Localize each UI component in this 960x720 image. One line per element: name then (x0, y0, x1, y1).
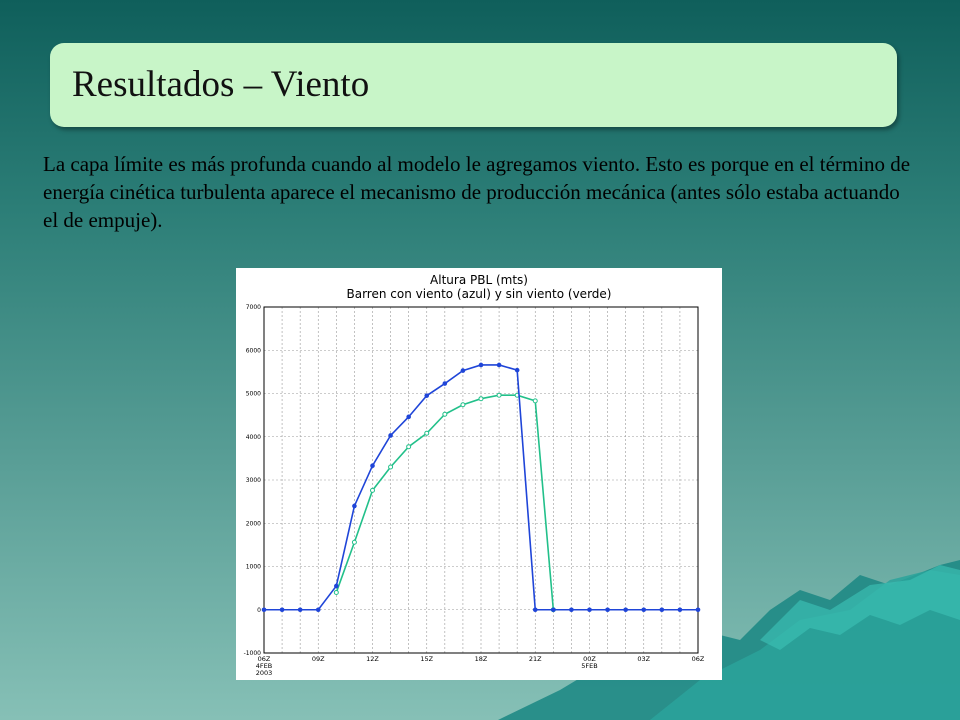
data-point-con-viento (660, 607, 665, 612)
y-tick-label: 3000 (245, 477, 261, 484)
x-tick-label: 21Z (528, 655, 542, 663)
data-point-sin-viento (443, 412, 447, 416)
y-tick-label: 7000 (245, 304, 261, 311)
y-tick-label: -1000 (243, 650, 261, 657)
chart-subtitle: Barren con viento (azul) y sin viento (verde) (346, 287, 612, 301)
data-point-sin-viento (371, 488, 375, 492)
data-point-con-viento (678, 607, 683, 612)
pbl-height-chart (236, 268, 722, 680)
data-point-con-viento (551, 607, 556, 612)
data-point-con-viento (497, 363, 502, 368)
y-tick-label: 6000 (245, 347, 261, 355)
data-point-sin-viento (479, 397, 483, 401)
data-point-con-viento (515, 368, 520, 373)
chart-title: Altura PBL (mts) (430, 273, 528, 287)
data-point-con-viento (370, 463, 375, 468)
data-point-con-viento (461, 368, 466, 373)
data-point-con-viento (443, 381, 448, 386)
data-point-con-viento (605, 607, 610, 612)
data-point-con-viento (352, 504, 357, 509)
data-point-con-viento (262, 607, 267, 612)
data-point-con-viento (280, 607, 285, 612)
data-point-sin-viento (407, 445, 411, 449)
x-tick-label: 12Z (366, 655, 379, 663)
data-point-con-viento (334, 584, 339, 589)
data-point-sin-viento (334, 590, 338, 594)
data-point-con-viento (569, 607, 574, 612)
data-point-sin-viento (389, 465, 393, 469)
data-point-con-viento (388, 433, 393, 438)
x-axis-ticks (256, 655, 705, 677)
data-point-sin-viento (425, 431, 429, 435)
x-tick-label: 09Z (311, 655, 325, 663)
x-tick-label: 15Z (420, 655, 434, 663)
x-tick-label: 06Z (257, 655, 271, 663)
data-point-sin-viento (352, 540, 356, 544)
data-point-con-viento (587, 607, 592, 612)
data-point-con-viento (641, 607, 646, 612)
slide-body-text: La capa límite es más profunda cuando al modelo le agregamos viento. Esto es porque en el término de energía cinética turbulenta aparece el mecanismo de producción mecánica (antes sólo estaba actuando el de empuje). (43, 152, 911, 232)
slide-title: Resultados – Viento (72, 64, 370, 105)
title-box (50, 43, 897, 127)
chart-grid (264, 307, 698, 653)
x-tick-label: 5FEB (581, 662, 598, 670)
chart-panel (236, 268, 722, 680)
data-point-con-viento (533, 607, 538, 612)
data-point-con-viento (316, 607, 321, 612)
data-point-sin-viento (497, 393, 501, 397)
y-tick-label: 2000 (245, 520, 261, 528)
x-tick-label: 00Z (583, 655, 596, 663)
x-tick-label: 4FEB (255, 662, 273, 670)
x-tick-label: 03Z (637, 655, 651, 663)
data-point-con-viento (623, 607, 628, 612)
data-point-sin-viento (461, 403, 465, 407)
data-point-con-viento (424, 393, 429, 398)
data-point-con-viento (406, 415, 411, 420)
data-point-con-viento (298, 607, 303, 612)
y-tick-label: 5000 (245, 390, 261, 398)
y-tick-label: 0 (257, 606, 261, 614)
x-tick-label: 06Z (691, 655, 705, 663)
data-point-sin-viento (533, 399, 537, 403)
data-point-con-viento (479, 363, 484, 368)
x-tick-label: 2003 (255, 669, 273, 677)
data-point-con-viento (696, 607, 701, 612)
x-tick-label: 18Z (474, 655, 488, 663)
y-tick-label: 4000 (245, 433, 261, 441)
y-axis-ticks (244, 304, 262, 657)
y-tick-label: 1000 (245, 563, 261, 571)
